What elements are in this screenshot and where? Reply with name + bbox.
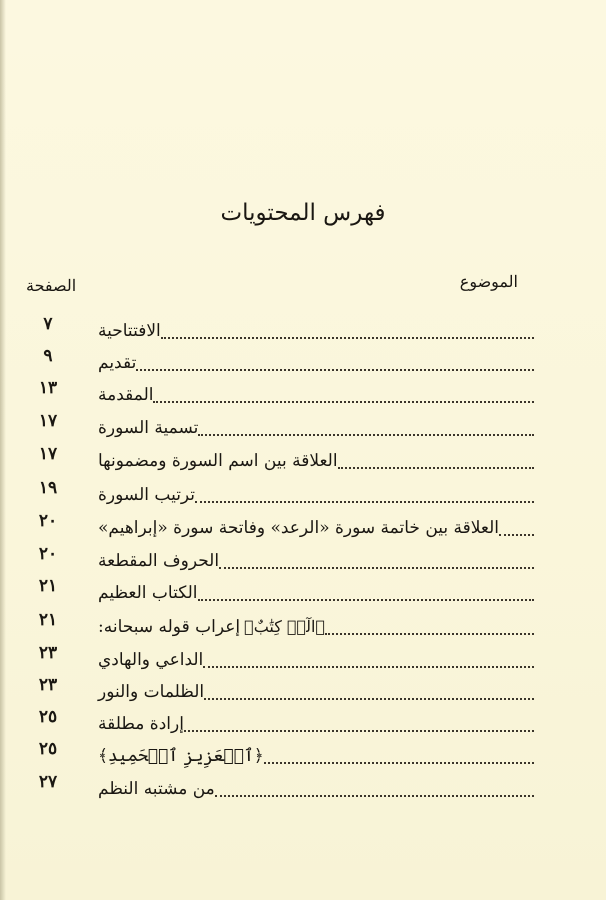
leader-dots — [219, 566, 534, 569]
leader-dots — [338, 466, 534, 469]
toc-entry-label: ترتيب السورة — [98, 485, 196, 505]
toc-entry-label: الظلمات والنور — [98, 682, 205, 702]
toc-entry-label: الحروف المقطعة — [98, 551, 220, 571]
leader-dots — [161, 336, 534, 339]
toc-entry-label: تقديم — [98, 353, 137, 373]
toc-entry-label: إرادة مطلقة — [98, 714, 184, 734]
toc-page-number: ٢٥ — [38, 707, 58, 727]
toc-entry-line — [92, 580, 534, 606]
toc-entry-line — [92, 743, 534, 769]
leader-dots — [325, 632, 534, 635]
toc-entry-line — [92, 318, 534, 344]
toc-entry-label: الكتاب العظيم — [98, 583, 198, 603]
toc-entry-label: الداعي والهادي — [98, 650, 204, 670]
toc-entry-line — [92, 350, 534, 376]
toc-entry[interactable] — [0, 314, 606, 346]
toc-page-number: ٢٥ — [38, 739, 58, 759]
leader-dots — [499, 533, 534, 536]
toc-entry[interactable] — [0, 478, 606, 510]
page-title: فهرس المحتويات — [220, 200, 386, 226]
leader-dots — [195, 500, 534, 503]
toc-entry-label: إعراب قوله سبحانه: — [98, 617, 241, 637]
toc-entry[interactable] — [0, 444, 606, 476]
toc-page-number: ١٧ — [38, 444, 58, 464]
leader-dots — [264, 761, 534, 764]
toc-page-number: ١٩ — [38, 478, 58, 498]
toc-entry-label: تسمية السورة — [98, 418, 199, 438]
toc-entry-line — [92, 448, 534, 474]
quranic-phrase: ﴿الٓرۚ كِتَٰبٌ﴾ — [244, 617, 326, 636]
toc-entry-label: ﴿ٱلۡعَزِيزِ ٱلۡحَمِيدِ﴾ — [98, 746, 264, 766]
toc-entry[interactable] — [0, 675, 606, 707]
toc-entry[interactable] — [0, 772, 606, 804]
toc-entry-line — [92, 614, 534, 640]
toc-entry-line — [92, 776, 534, 802]
toc-page-number: ١٧ — [38, 411, 58, 431]
toc-entry[interactable] — [0, 610, 606, 642]
leader-dots — [204, 697, 534, 700]
toc-entry[interactable] — [0, 707, 606, 739]
leader-dots — [153, 400, 534, 403]
toc-entry-line — [92, 711, 534, 737]
toc-page-number: ٢٠ — [38, 511, 58, 531]
toc-entry-line — [92, 482, 534, 508]
leader-dots — [198, 433, 534, 436]
topic-column-header: الموضوع — [459, 272, 518, 291]
toc-entry-line — [92, 548, 534, 574]
page-column-header: الصفحة — [26, 276, 77, 295]
toc-page-number: ٢٣ — [38, 643, 58, 663]
toc-entry-line — [92, 515, 534, 541]
leader-dots — [215, 794, 534, 797]
toc-entry[interactable] — [0, 411, 606, 443]
toc-page-number: ٧ — [43, 314, 53, 334]
toc-page-number: ٩ — [43, 346, 53, 366]
leader-dots — [136, 368, 534, 371]
toc-entry[interactable] — [0, 739, 606, 771]
toc-page-number: ٢٣ — [38, 675, 58, 695]
toc-entry[interactable] — [0, 544, 606, 576]
toc-entry-label: المقدمة — [98, 385, 154, 405]
toc-page-number: ٢٠ — [38, 544, 58, 564]
toc-entry-label: العلاقة بين خاتمة سورة «الرعد» وفاتحة سورة «إبراهيم» — [98, 518, 500, 538]
toc-entry[interactable] — [0, 643, 606, 675]
toc-entry[interactable] — [0, 346, 606, 378]
toc-entry-label: الافتتاحية — [98, 321, 161, 341]
toc-entry-label: العلاقة بين اسم السورة ومضمونها — [98, 451, 338, 471]
toc-entry-line — [92, 382, 534, 408]
toc-page-number: ٢١ — [38, 576, 58, 596]
toc-entry-label: من مشتبه النظم — [98, 779, 215, 799]
toc-entry[interactable] — [0, 576, 606, 608]
toc-entry-line — [92, 415, 534, 441]
leader-dots — [203, 665, 534, 668]
leader-dots — [184, 729, 534, 732]
toc-page-number: ١٣ — [38, 378, 58, 398]
leader-dots — [198, 598, 534, 601]
toc-page-number: ٢٧ — [38, 772, 58, 792]
toc-entry-line — [92, 679, 534, 705]
toc-page-number: ٢١ — [38, 610, 58, 630]
toc-entry[interactable] — [0, 511, 606, 543]
toc-entry-line — [92, 647, 534, 673]
toc-entry[interactable] — [0, 378, 606, 410]
